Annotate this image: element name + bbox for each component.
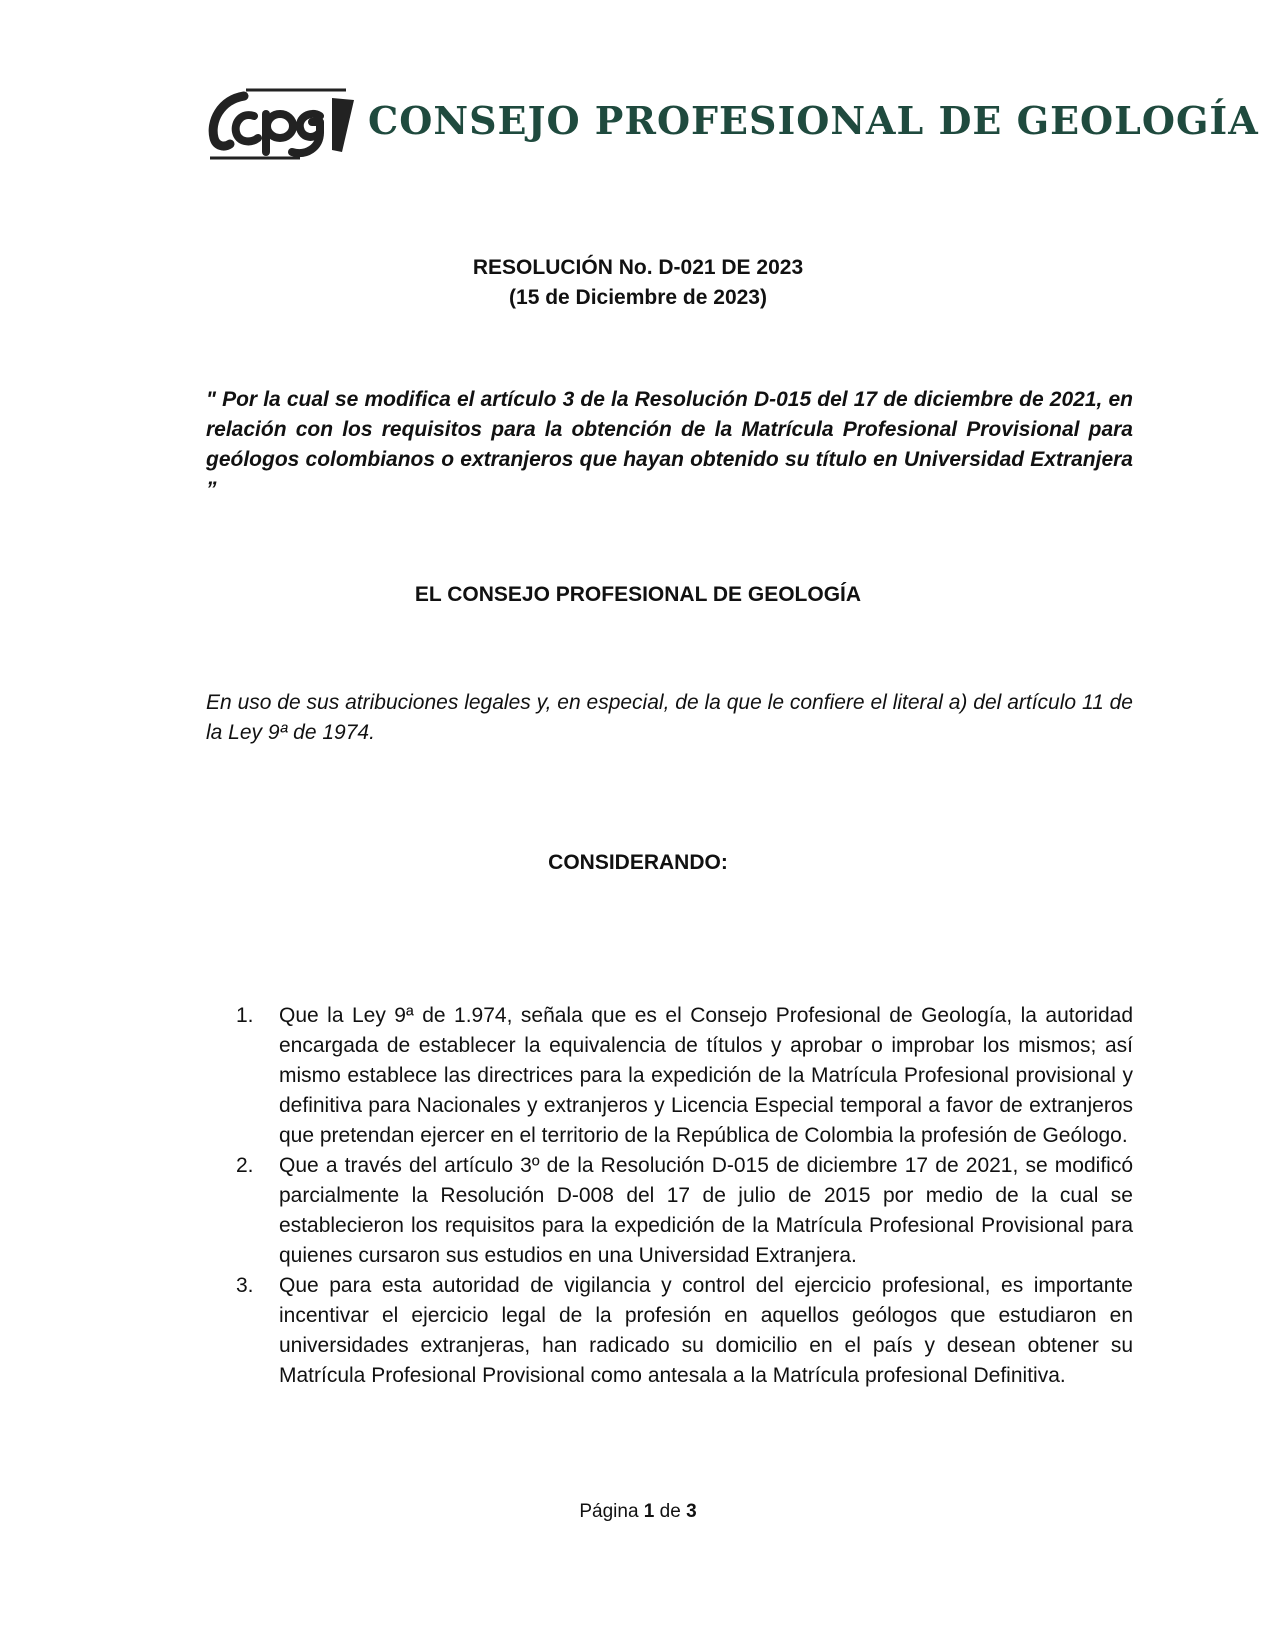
resolution-title: " Por la cual se modifica el artículo 3 de la Resolución D-015 del 17 de diciembre de 2021, en relación con los requisitos para la obtención de la Matrícula Profesional Provisional para geólogos colombianos o extranjeros que hayan obtenido su título en Universidad Extranjera ”	[206, 388, 1133, 501]
item-text: Que para esta autoridad de vigilancia y control del ejercicio profesional, es importante incentivar el ejercicio legal de la profesión en aquellos geólogos que estudiaron en universidades extranjeras, han radicado su domicilio en el país y desean obtener su Matrícula Profesional Provisional como antesala a la Matrícula profesional Definitiva.	[279, 1274, 1133, 1387]
considerations-list	[236, 1001, 1133, 1391]
resolution-number: RESOLUCIÓN No. D-021 DE 2023	[472, 256, 804, 279]
item-number: 2.	[236, 1154, 254, 1177]
considering-heading: CONSIDERANDO:	[548, 851, 728, 874]
letterhead	[208, 86, 1259, 166]
item-number: 3.	[236, 1274, 254, 1297]
resolution-date: (15 de Diciembre de 2023)	[509, 286, 767, 309]
current-page-number: 1	[643, 1501, 655, 1522]
of-word: de	[659, 1501, 681, 1522]
item-text: Que a través del artículo 3º de la Resolución D-015 de diciembre 17 de 2021, se modificó parcialmente la Resolución D-008 del 17 de julio de 2015 por medio de la cual se establecieron los requisitos para la expedición de la Matrícula Profesional Provisional para quienes cursaron sus estudios en una Universidad Extranjera.	[279, 1154, 1133, 1267]
item-text: Que la Ley 9ª de 1.974, señala que es el Consejo Profesional de Geología, la autoridad encargada de establecer la equivalencia de títulos y aprobar o improbar los mismos; así mismo establece las directrices para la expedición de la Matrícula Profesional provisional y definitiva para Nacionales y extranjeros y Licencia Especial temporal a favor de extranjeros que pretendan ejercer en el territorio de la República de Colombia la profesión de Geólogo.	[279, 1004, 1133, 1147]
organization-name: CONSEJO PROFESIONAL DE GEOLOGÍA	[368, 98, 1259, 143]
consideration-item	[236, 1001, 1133, 1151]
consideration-item	[236, 1271, 1133, 1391]
item-number: 1.	[236, 1004, 254, 1027]
consideration-item	[236, 1151, 1133, 1271]
cpg-logo	[208, 86, 360, 166]
page-footer	[0, 1501, 1276, 1523]
council-heading: EL CONSEJO PROFESIONAL DE GEOLOGÍA	[414, 583, 862, 606]
intro-paragraph: En uso de sus atribuciones legales y, en especial, de la que le confiere el literal a) del artículo 11 de la Ley 9ª de 1974.	[206, 691, 1133, 744]
page-word: Página	[579, 1501, 639, 1522]
total-pages-number: 3	[686, 1501, 697, 1522]
